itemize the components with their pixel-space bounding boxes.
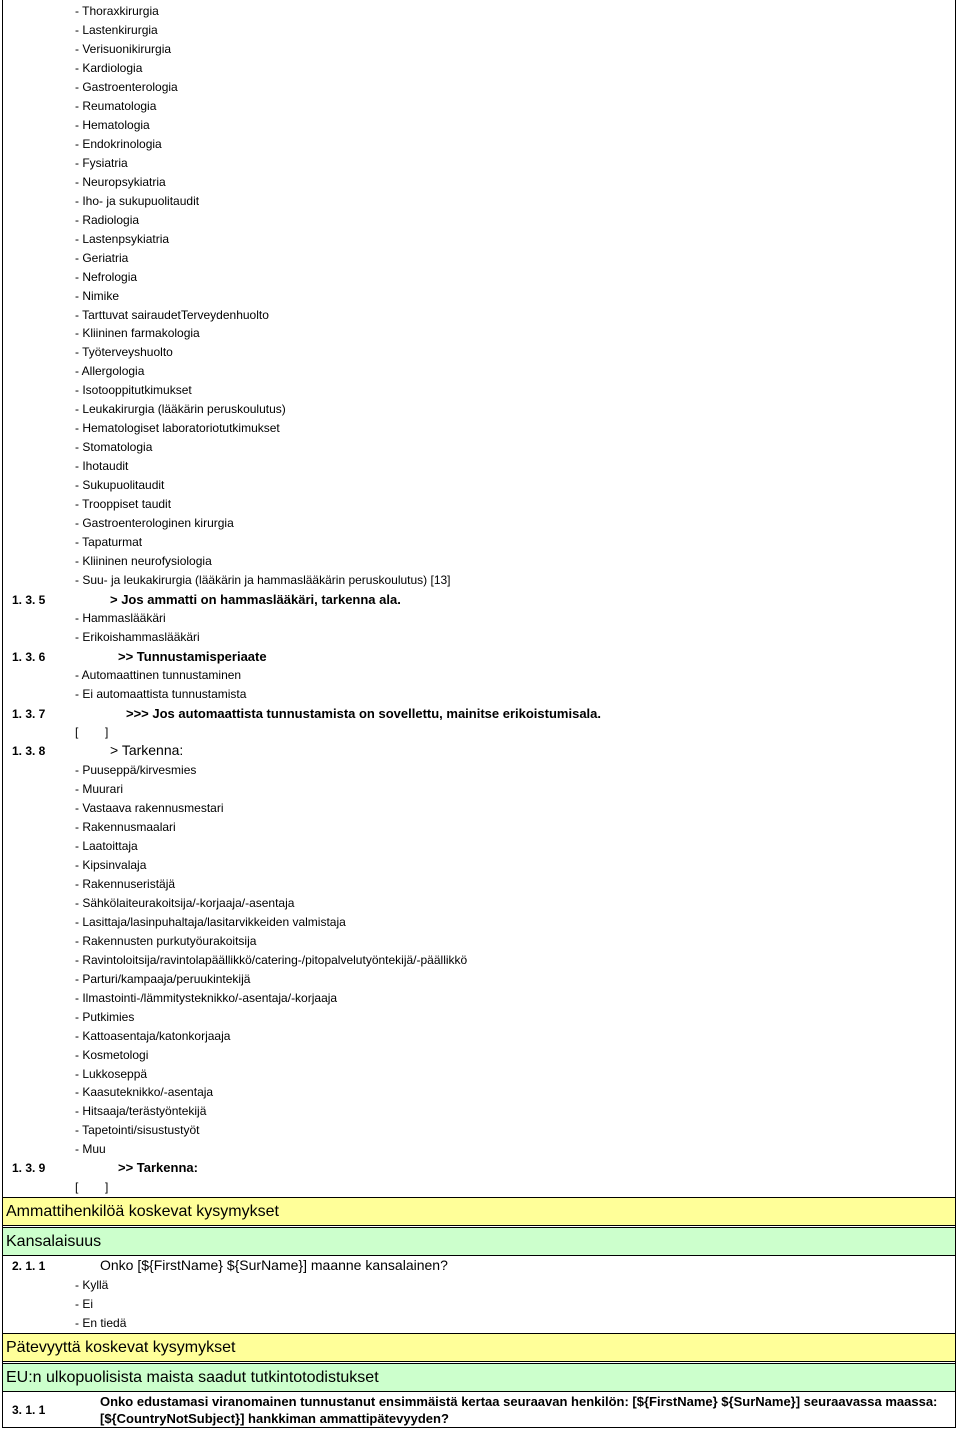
section-header-patevyys: Pätevyyttä koskevat kysymykset xyxy=(3,1333,955,1362)
option-ei-automaattista-tunnustamista[interactable]: - Ei automaattista tunnustamista xyxy=(75,687,247,701)
profession-option[interactable]: - Puuseppä/kirvesmies xyxy=(75,763,197,777)
specialty-option[interactable]: - Tarttuvat sairaudetTerveydenhuolto xyxy=(75,307,269,322)
specialty-option[interactable]: - Lastenkirurgia xyxy=(75,22,158,37)
profession-option[interactable]: - Kaasuteknikko/-asentaja xyxy=(75,1085,214,1100)
text-field-1-3-9[interactable]: [ ] xyxy=(75,1180,109,1194)
specialty-option[interactable]: - Endokrinologia xyxy=(75,136,162,151)
profession-option[interactable]: - Muu xyxy=(75,1142,106,1157)
profession-option[interactable]: - Lasittaja/lasinpuhaltaja/lasitarvikkeiden valmistaja xyxy=(75,914,346,929)
option-ei[interactable]: - Ei xyxy=(75,1297,93,1311)
question-number-1-3-9: 1. 3. 9 xyxy=(12,1161,46,1175)
profession-option[interactable]: - Laatoittaja xyxy=(75,838,138,853)
profession-option[interactable]: - Kattoasentaja/katonkorjaaja xyxy=(75,1028,231,1043)
question-number-2-1-1: 2. 1. 1 xyxy=(12,1259,46,1273)
section-header-ammattihenkilo: Ammattihenkilöä koskevat kysymykset xyxy=(3,1197,955,1226)
specialty-option[interactable]: - Allergologia xyxy=(75,364,145,379)
profession-option[interactable]: - Putkimies xyxy=(75,1009,135,1024)
profession-option[interactable]: - Ilmastointi-/lämmitysteknikko/-asentaja/-korjaaja xyxy=(75,990,338,1005)
specialty-option[interactable]: - Isotooppitutkimukset xyxy=(75,383,192,398)
profession-option[interactable]: - Kipsinvalaja xyxy=(75,857,147,872)
profession-option[interactable]: - Rakennusten purkutyöurakoitsija xyxy=(75,933,257,948)
profession-option[interactable]: - Muurari xyxy=(75,781,124,796)
specialty-option[interactable]: - Hematologia xyxy=(75,117,150,132)
profession-option[interactable]: - Parturi/kampaaja/peruukintekijä xyxy=(75,971,251,986)
question-number-1-3-8: 1. 3. 8 xyxy=(12,744,46,758)
specialty-option[interactable]: - Stomatologia xyxy=(75,440,153,455)
specialty-option[interactable]: - Hematologiset laboratoriotutkimukset xyxy=(75,421,280,436)
specialty-option[interactable]: - Reumatologia xyxy=(75,98,157,113)
specialty-option[interactable]: - Nefrologia xyxy=(75,269,138,284)
profession-option[interactable]: - Sähkölaiteurakoitsija/-korjaaja/-asentaja xyxy=(75,895,295,910)
specialty-option[interactable]: - Gastroenterologia xyxy=(75,79,178,94)
specialty-option[interactable]: - Neuropsykiatria xyxy=(75,174,166,189)
section-header-kansalaisuus: Kansalaisuus xyxy=(3,1227,955,1256)
specialty-option[interactable]: - Iho- ja sukupuolitaudit xyxy=(75,193,200,208)
specialty-option[interactable]: - Radiologia xyxy=(75,212,140,227)
specialty-option[interactable]: - Kliininen farmakologia xyxy=(75,326,200,341)
specialty-option[interactable]: - Fysiatria xyxy=(75,155,128,170)
specialty-option[interactable]: - Työterveyshuolto xyxy=(75,345,173,360)
question-text-1-3-8: > Tarkenna: xyxy=(110,742,184,758)
question-text-1-3-6: >> Tunnustamisperiaate xyxy=(118,649,267,664)
option-hammaslaakari[interactable]: - Hammaslääkäri xyxy=(75,611,166,625)
specialty-option[interactable]: - Verisuonikirurgia xyxy=(75,41,172,56)
specialty-option[interactable]: - Suu- ja leukakirurgia (lääkärin ja hammaslääkärin peruskoulutus) [13] xyxy=(75,573,451,588)
profession-option[interactable]: - Rakennuseristäjä xyxy=(75,876,176,891)
specialty-option[interactable]: - Kardiologia xyxy=(75,60,143,75)
specialty-option[interactable]: - Lastenpsykiatria xyxy=(75,231,170,246)
question-text-2-1-1: Onko [${FirstName} ${SurName}] maanne kansalainen? xyxy=(100,1257,448,1273)
option-en-tieda[interactable]: - En tiedä xyxy=(75,1316,127,1330)
question-text-1-3-7: >>> Jos automaattista tunnustamista on sovellettu, mainitse erikoistumisala. xyxy=(126,706,602,721)
option-automaattinen-tunnustaminen[interactable]: - Automaattinen tunnustaminen xyxy=(75,668,242,682)
option-erikoishammaslaakari[interactable]: - Erikoishammaslääkäri xyxy=(75,630,200,644)
question-number-3-1-1: 3. 1. 1 xyxy=(12,1403,46,1417)
profession-option[interactable]: - Rakennusmaalari xyxy=(75,819,176,834)
section-header-eu-ulkopuoliset: EU:n ulkopuolisista maista saadut tutkintotodistukset xyxy=(3,1363,955,1392)
question-text-1-3-9: >> Tarkenna: xyxy=(118,1160,198,1175)
specialty-option[interactable]: - Thoraxkirurgia xyxy=(75,4,159,18)
profession-option[interactable]: - Kosmetologi xyxy=(75,1047,149,1062)
specialty-option[interactable]: - Gastroenterologinen kirurgia xyxy=(75,516,234,531)
profession-option[interactable]: - Lukkoseppä xyxy=(75,1066,148,1081)
specialty-option[interactable]: - Tapaturmat xyxy=(75,535,143,550)
specialty-option[interactable]: - Geriatria xyxy=(75,250,129,265)
specialty-option[interactable]: - Kliininen neurofysiologia xyxy=(75,554,212,569)
text-field-1-3-7[interactable]: [ ] xyxy=(75,725,109,739)
specialty-option[interactable]: - Ihotaudit xyxy=(75,459,129,474)
profession-option[interactable]: - Tapetointi/sisustustyöt xyxy=(75,1123,200,1138)
profession-option[interactable]: - Vastaava rakennusmestari xyxy=(75,800,224,815)
question-number-1-3-5: 1. 3. 5 xyxy=(12,593,46,607)
specialty-option[interactable]: - Nimike xyxy=(75,288,119,303)
specialty-option[interactable]: - Trooppiset taudit xyxy=(75,497,172,512)
option-kylla[interactable]: - Kyllä xyxy=(75,1278,109,1292)
specialty-option[interactable]: - Sukupuolitaudit xyxy=(75,478,165,493)
question-number-1-3-7: 1. 3. 7 xyxy=(12,707,46,721)
question-number-1-3-6: 1. 3. 6 xyxy=(12,650,46,664)
profession-option[interactable]: - Ravintoloitsija/ravintolapäällikkö/catering-/pitopalvelutyöntekijä/-päällikkö xyxy=(75,952,468,967)
profession-option[interactable]: - Hitsaaja/terästyöntekijä xyxy=(75,1104,207,1119)
question-text-1-3-5: > Jos ammatti on hammaslääkäri, tarkenna ala. xyxy=(110,592,401,607)
question-text-3-1-1: Onko edustamasi viranomainen tunnustanut ensimmäistä kertaa seuraavan henkilön: [${FirstName} ${SurName}] seuraavassa maassa: [${CountryNotSubject}] hankkiman ammattipätevyyden? xyxy=(100,1394,938,1426)
specialty-option[interactable]: - Leukakirurgia (lääkärin peruskoulutus) xyxy=(75,402,286,417)
